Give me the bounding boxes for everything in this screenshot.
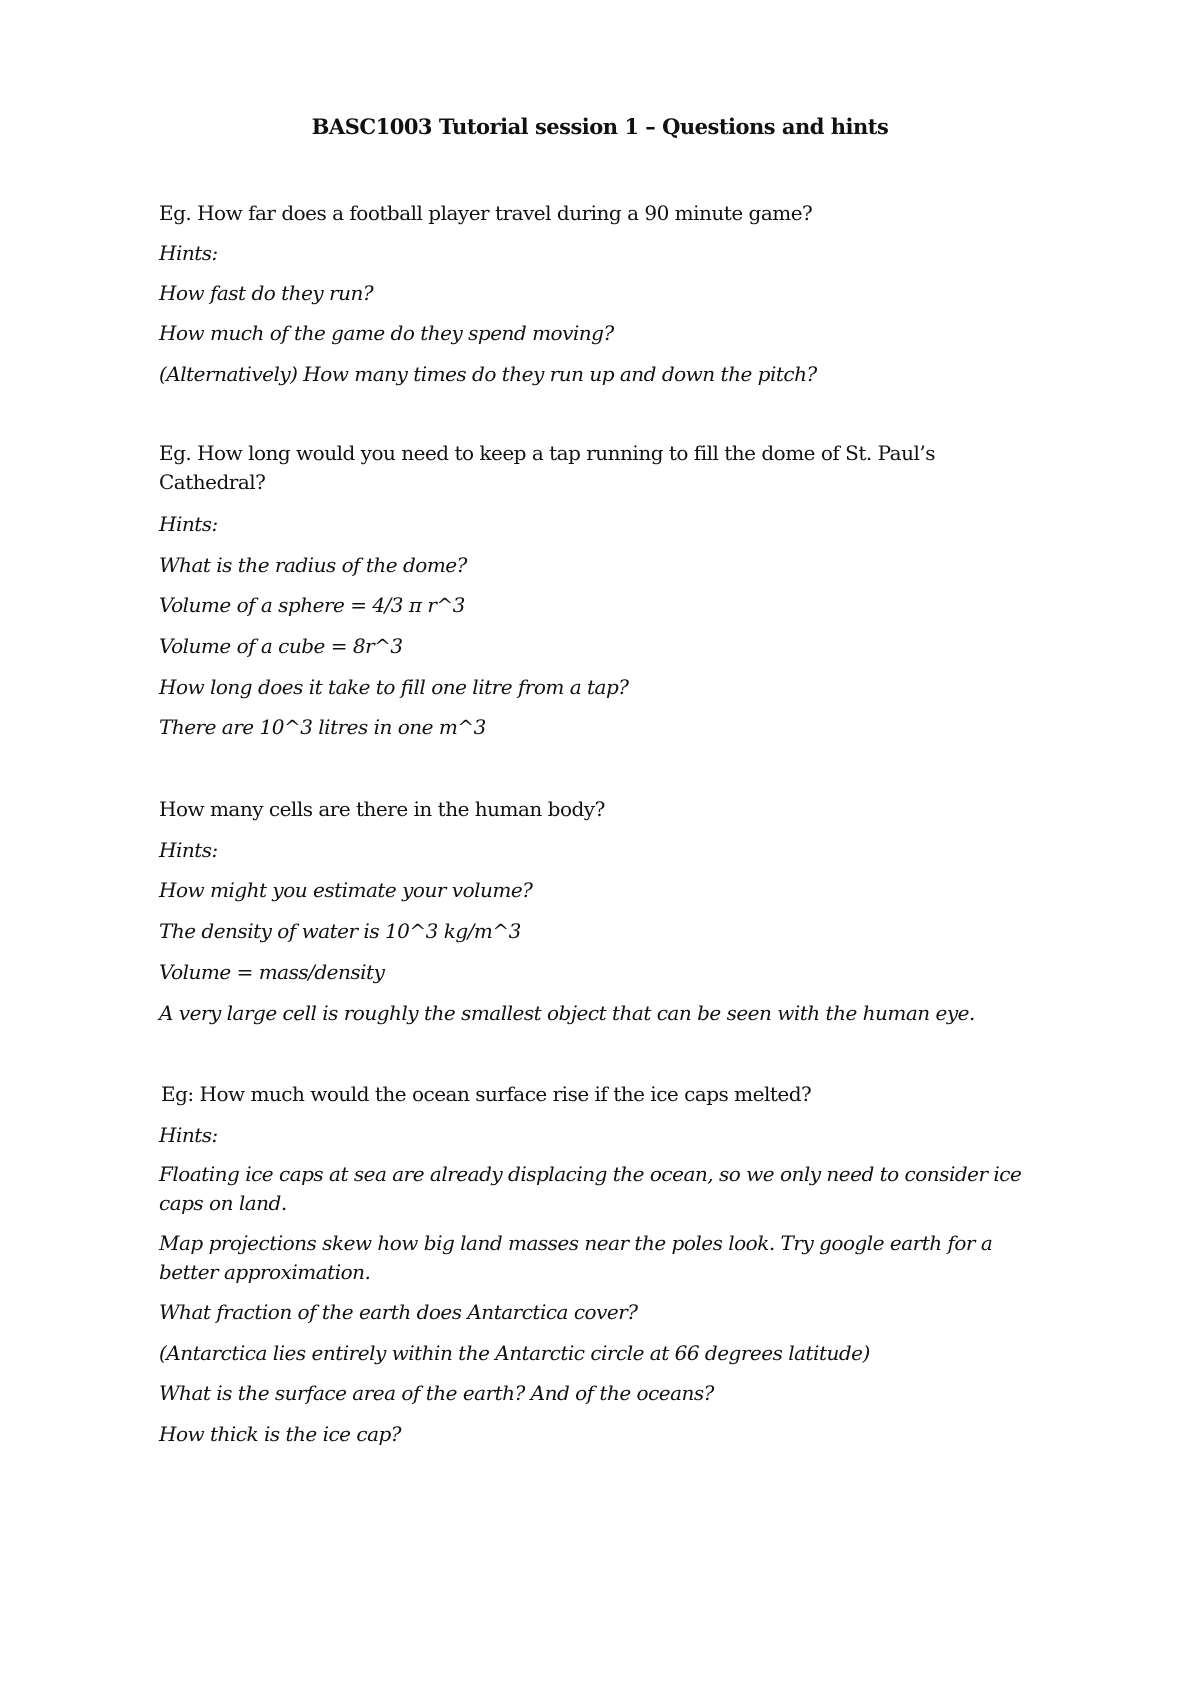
hint-item: There are 10^3 litres in one m^3 [159, 715, 486, 739]
question-football: Eg. How far does a football player travel during a 90 minute game? [159, 201, 813, 225]
hint-item: The density of water is 10^3 kg/m^3 [159, 919, 521, 943]
hints-label: Hints: [159, 838, 218, 862]
hint-item: What fraction of the earth does Antarctica cover? [159, 1300, 638, 1324]
hint-item: Volume of a cube = 8r^3 [159, 634, 403, 658]
hint-item: A very large cell is roughly the smallest object that can be seen with the human eye. [159, 1001, 975, 1025]
hint-item: (Antarctica lies entirely within the Antarctic circle at 66 degrees latitude) [159, 1341, 870, 1365]
question-st-pauls-dome: Eg. How long would you need to keep a tap running to fill the dome of St. Paul’s Cathedral? [159, 441, 936, 494]
question-ice-caps: Eg: How much would the ocean surface rise if the ice caps melted? [161, 1082, 812, 1106]
hint-item: Volume of a sphere = 4/3 π r^3 [159, 593, 465, 617]
document-title: BASC1003 Tutorial session 1 – Questions and hints [311, 114, 889, 139]
hint-item: How long does it take to fill one litre from a tap? [159, 675, 629, 699]
hint-item: How much of the game do they spend moving? [159, 321, 614, 345]
hint-item: What is the radius of the dome? [159, 553, 467, 577]
hint-item: How fast do they run? [159, 281, 374, 305]
hint-item: What is the surface area of the earth? And of the oceans? [159, 1381, 714, 1405]
hints-label: Hints: [159, 512, 218, 536]
question-human-cells: How many cells are there in the human body? [159, 797, 605, 821]
hint-item: Floating ice caps at sea are already displacing the ocean, so we only need to consider ice caps on land. [159, 1162, 1022, 1215]
hint-item: (Alternatively) How many times do they run up and down the pitch? [159, 362, 817, 386]
hints-label: Hints: [159, 1123, 218, 1147]
hints-label: Hints: [159, 241, 218, 265]
hint-item: Map projections skew how big land masses near the poles look. Try google earth for a better approximation. [159, 1231, 993, 1284]
hint-item: How might you estimate your volume? [159, 878, 533, 902]
hint-item: How thick is the ice cap? [159, 1422, 402, 1446]
hint-item: Volume = mass/density [159, 960, 385, 984]
